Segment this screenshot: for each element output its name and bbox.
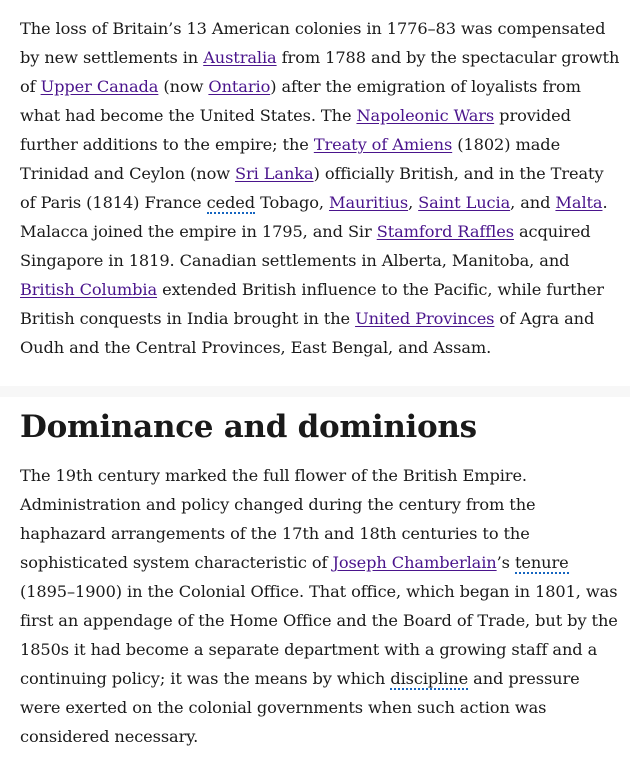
link-stamford-raffles[interactable]: Stamford Raffles xyxy=(376,222,514,241)
paragraph-dominance xyxy=(20,461,620,751)
article-section-dominance xyxy=(0,397,630,751)
paragraph-empire-growth xyxy=(20,14,620,362)
text: (now xyxy=(158,77,209,96)
definition-term-tenure[interactable]: tenure xyxy=(514,553,569,572)
link-malta[interactable]: Malta xyxy=(555,193,603,212)
link-united-provinces[interactable]: United Provinces xyxy=(355,309,495,328)
text: and pressure were exerted on the colonial governments when such action was considered necessary. xyxy=(20,669,580,746)
text: , and xyxy=(510,193,556,212)
text: extended British influence to the Pacific, while further British conquests in India brought in the xyxy=(20,280,604,328)
link-australia[interactable]: Australia xyxy=(203,48,277,67)
text: (1895–1900) in the Colonial Office. That office, which began in 1801, was first an appendage of the Home Office and the Board of Trade, but by the 1850s it had become a separate department with a growing staff and a continuing policy; it was the means by which xyxy=(20,582,618,688)
text: ) after the emigration of loyalists from what had become the United States. The xyxy=(20,77,581,125)
link-upper-canada[interactable]: Upper Canada xyxy=(40,77,159,96)
text: provided further additions to the empire; the xyxy=(20,106,571,154)
text: Tobago, xyxy=(255,193,329,212)
link-napoleonic-wars[interactable]: Napoleonic Wars xyxy=(356,106,495,125)
definition-term-discipline[interactable]: discipline xyxy=(390,669,469,688)
link-british-columbia[interactable]: British Columbia xyxy=(20,280,158,299)
link-saint-lucia[interactable]: Saint Lucia xyxy=(418,193,511,212)
text: The loss of Britain’s 13 American colonies in 1776–83 was compensated by new settlements in xyxy=(20,19,606,67)
link-treaty-of-amiens[interactable]: Treaty of Amiens xyxy=(313,135,453,154)
text: , xyxy=(408,193,419,212)
link-sri-lanka[interactable]: Sri Lanka xyxy=(235,164,314,183)
text: . Malacca joined the empire in 1795, and Sir xyxy=(20,193,608,241)
section-heading: Dominance and dominions xyxy=(20,409,477,445)
link-mauritius[interactable]: Mauritius xyxy=(328,193,409,212)
text: from 1788 and by the spectacular growth of xyxy=(20,48,620,96)
definition-term-ceded[interactable]: ceded xyxy=(206,193,256,212)
text: The 19th century marked the full flower of the British Empire. Administration and policy changed during the century from the haphazard arrangements of the 17th and 18th centuries to the sophisticated system characteristic of xyxy=(20,466,536,572)
text: acquired Singapore in 1819. Canadian settlements in Alberta, Manitoba, and xyxy=(20,222,591,270)
text: of Agra and Oudh and the Central Provinces, East Bengal, and Assam. xyxy=(20,309,595,357)
text: ’s xyxy=(496,553,515,572)
link-ontario[interactable]: Ontario xyxy=(208,77,271,96)
section-divider xyxy=(0,386,630,397)
text: ) officially British, and in the Treaty of Paris (1814) France xyxy=(20,164,604,212)
text: (1802) made Trinidad and Ceylon (now xyxy=(20,135,561,183)
link-joseph-chamberlain[interactable]: Joseph Chamberlain xyxy=(332,553,497,572)
